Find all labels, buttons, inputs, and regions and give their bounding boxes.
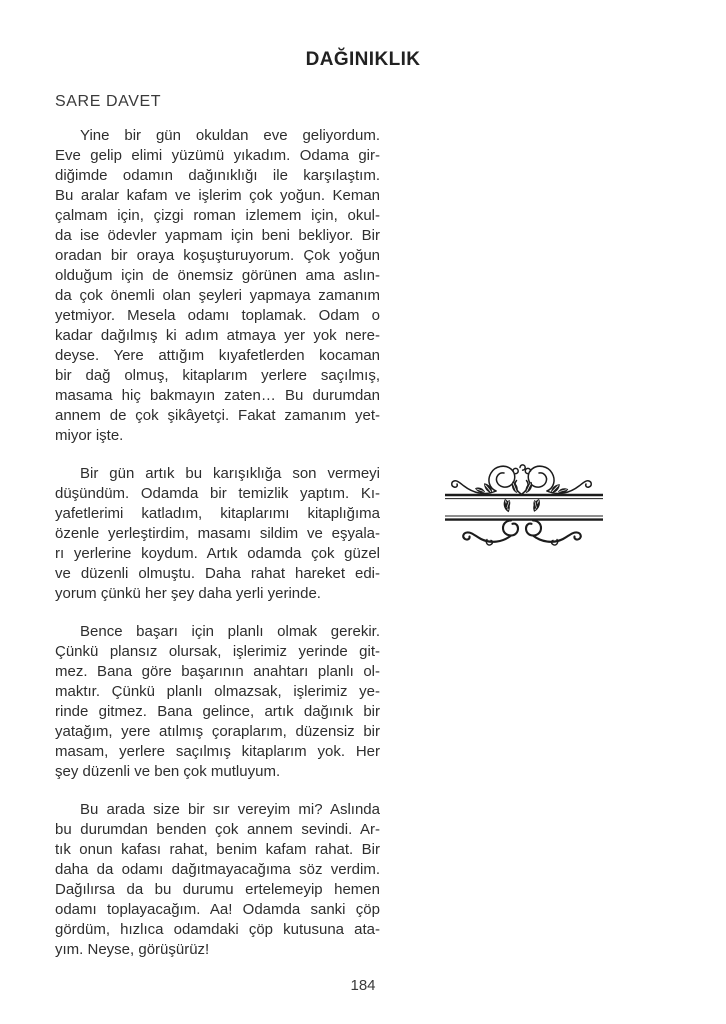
- text-line: annem de çok şikâyetçi. Fakat zamanım yet-: [55, 407, 380, 424]
- paragraph: [55, 464, 380, 604]
- text-line: Yine bir gün okuldan eve geliyordum.: [80, 127, 380, 144]
- text-line: da çok önemli olan şeyleri yapmaya zamanım: [55, 287, 380, 304]
- author-name: SARE DAVET: [55, 93, 162, 110]
- text-line: bir dağ olmuş, kitaplarım yerlere saçılmış,: [55, 367, 380, 384]
- text-line: rinde gitmez. Bana gelince, artık dağınık bir: [55, 703, 380, 720]
- text-line: deyse. Yere attığım kıyafetlerden kocaman: [55, 347, 380, 364]
- text-line: oradan bir oraya koşuşturuyorum. Çok yoğun: [55, 247, 380, 264]
- text-line: rı yerlerine koydum. Artık odamda çok güzel: [55, 545, 380, 562]
- page-number: 184: [350, 977, 376, 994]
- text-line: yorum çünkü her şey daha yerli yerinde.: [55, 585, 321, 602]
- text-line: olduğum için de önemsiz görünen ama aslın-: [55, 267, 380, 284]
- text-line: mez. Bana göre başarının anahtarı planlı ol-: [55, 663, 380, 680]
- text-line: miyor işte.: [55, 427, 124, 444]
- floral-divider-svg: [445, 458, 603, 548]
- text-line: Bence başarı için planlı olmak gerekir.: [80, 623, 380, 640]
- text-line: masama hiç bakmayın zaten… Bu durumdan: [55, 387, 380, 404]
- paragraph: [55, 800, 380, 960]
- paragraph: [55, 126, 380, 446]
- text-line: yım. Neyse, görüşürüz!: [55, 941, 210, 958]
- text-line: yafetlerimi katladım, kitaplarımı kitaplığıma: [55, 505, 380, 522]
- text-line: Bu arada size bir sır vereyim mi? Aslında: [80, 801, 380, 818]
- text-line: düşündüm. Odamda bir temizlik yaptım. Kı-: [55, 485, 380, 502]
- floral-divider-ornament: [445, 458, 603, 548]
- text-line: bu durumdan benden çok annem sevindi. Ar-: [55, 821, 380, 838]
- ornament-leaves: [474, 480, 569, 513]
- text-line: daha da odamı dağıtmayacağıma söz verdim.: [55, 861, 380, 878]
- text-line: ve düzenli olmuştu. Daha rahat hareket edi-: [55, 565, 380, 582]
- text-line: Bu aralar kafam ve işlerim çok yoğun. Keman: [55, 187, 380, 204]
- text-line: Çünkü plansız olursak, işlerimiz yerinde git-: [55, 643, 380, 660]
- text-line: da ise ödevler yapmam için beni bekliyor. Bir: [55, 227, 380, 244]
- text-line: yatağım, yere atılmış çoraplarım, düzensiz bir: [55, 723, 380, 740]
- text-line: maktır. Çünkü planlı olmazsak, işlerimiz ye-: [55, 683, 380, 700]
- text-line: odamı toplayacağım. Aa! Odamda sanki çöp: [55, 901, 380, 918]
- text-line: kadar dağılmış ki adım atmaya yer yok nere-: [55, 327, 380, 344]
- text-line: masam, yerlere saçılmış kitaplarım yok. Her: [55, 743, 380, 760]
- text-line: şey düzenli ve ben çok mutluyum.: [55, 763, 281, 780]
- text-line: özenle yerleştirdim, masamı sildim ve eşyala-: [55, 525, 380, 542]
- page-title: DAĞINIKLIK: [305, 49, 421, 70]
- text-line: Dağılırsa da bu durumu ertelemeyip hemen: [55, 881, 380, 898]
- body-text: [55, 126, 380, 960]
- text-line: gördüm, hızlıca odamdaki çöp kutusuna ata-: [55, 921, 380, 938]
- text-line: çalmam için, çizgi roman izlemem için, okul-: [55, 207, 380, 224]
- text-line: Eve gelip elimi yüzümü yıkadım. Odama gir-: [55, 147, 380, 164]
- text-line: tık onun kafası rahat, benim kafam rahat. Bir: [55, 841, 380, 858]
- text-line: yetmiyor. Mesela odamı toplamak. Odam o: [55, 307, 380, 324]
- text-line: diğimde odamın dağınıklığı ile karşılaştım.: [55, 167, 380, 184]
- text-line: Bir gün artık bu karışıklığa son vermeyi: [80, 465, 380, 482]
- paragraph: [55, 622, 380, 782]
